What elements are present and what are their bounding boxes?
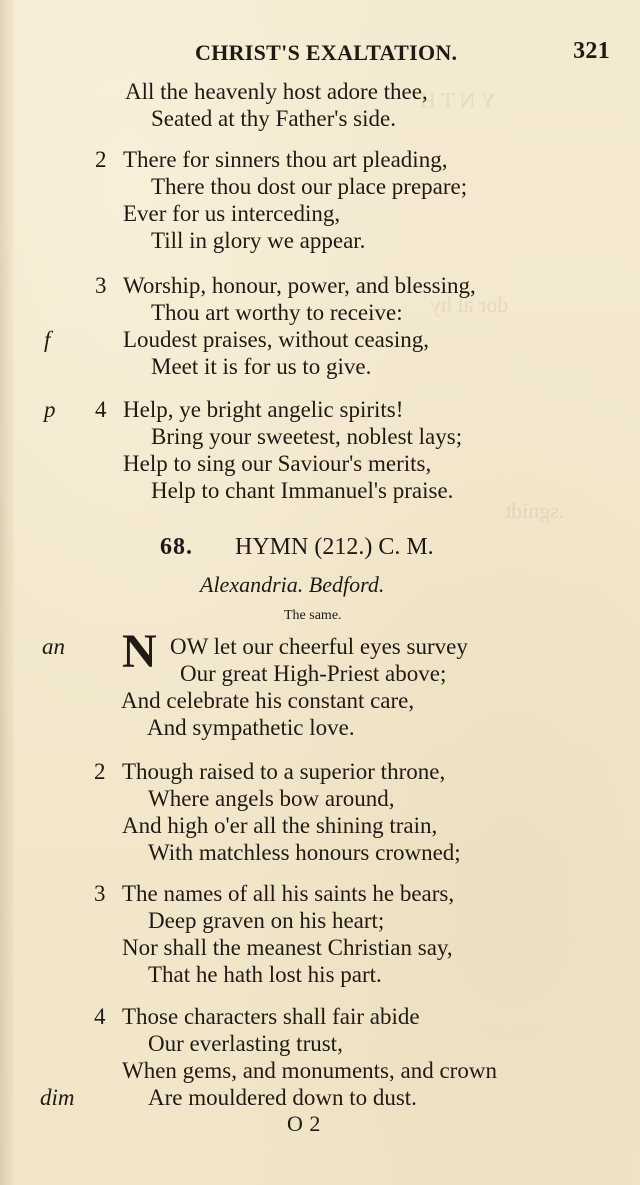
hymn-subject: The same. xyxy=(284,608,342,623)
verse-line: With matchless honours crowned; xyxy=(148,840,461,865)
show-through-decoration: .sgnidt xyxy=(505,498,565,523)
page-running-head: CHRIST'S EXALTATION. xyxy=(195,40,458,65)
verse-number: 3 xyxy=(94,881,106,906)
verse-line: Help, ye bright angelic spirits! xyxy=(123,397,404,422)
verse-line: Bring your sweetest, noblest lays; xyxy=(151,424,463,449)
verse-number: 4 xyxy=(94,1004,106,1029)
show-through-decoration: Y N T H xyxy=(420,88,496,113)
show-through-decoration: dor al hy xyxy=(430,292,509,317)
signature-mark: O 2 xyxy=(287,1111,321,1136)
verse-line: Our everlasting trust, xyxy=(148,1031,343,1056)
verse-line: Help to chant Immanuel's praise. xyxy=(151,478,454,503)
verse-line: When gems, and monuments, and crown xyxy=(122,1058,497,1083)
verse-number: 2 xyxy=(94,759,106,784)
verse-line: Nor shall the meanest Christian say, xyxy=(122,935,453,960)
verse-line: And high o'er all the shining train, xyxy=(122,813,438,838)
tune-names: Alexandria. Bedford. xyxy=(200,572,385,597)
verse-line: Loudest praises, without ceasing, xyxy=(123,327,429,352)
verse-line: Ever for us interceding, xyxy=(123,201,341,226)
verse-line: And celebrate his constant care, xyxy=(121,688,415,713)
verse-line: That he hath lost his part. xyxy=(148,962,382,987)
verse-number: 3 xyxy=(95,273,107,298)
verse-line: Our great High-Priest above; xyxy=(180,661,447,686)
verse-line: Help to sing our Saviour's merits, xyxy=(123,451,432,476)
marginal-diminuendo-mark: dim xyxy=(40,1085,75,1110)
verse-line: And sympathetic love. xyxy=(147,715,355,740)
verse-line: There thou dost our place prepare; xyxy=(151,174,468,199)
verse-number: 4 xyxy=(95,397,107,422)
verse-line: Meet it is for us to give. xyxy=(151,354,372,379)
marginal-forte-mark: f xyxy=(44,327,51,352)
verse-line: Are mouldered down to dust. xyxy=(148,1085,417,1110)
verse-line: Where angels bow around, xyxy=(148,786,395,811)
page-spine-shadow xyxy=(0,0,14,1185)
verse-line: Thou art worthy to receive: xyxy=(151,300,403,325)
hymn-heading: HYMN (212.) C. M. xyxy=(235,534,434,560)
opening-line: Seated at thy Father's side. xyxy=(151,106,396,131)
verse-line: Though raised to a superior throne, xyxy=(122,759,446,784)
page-number: 321 xyxy=(573,38,610,64)
verse-line: Worship, honour, power, and blessing, xyxy=(123,273,476,298)
drop-cap: N xyxy=(122,625,157,678)
verse-line: OW let our cheerful eyes survey xyxy=(170,634,468,659)
verse-line: Those characters shall fair abide xyxy=(122,1004,420,1029)
opening-line: All the heavenly host adore thee, xyxy=(125,79,428,104)
verse-number: 2 xyxy=(95,147,107,172)
hymn-number: 68. xyxy=(160,534,193,560)
verse-line: Deep graven on his heart; xyxy=(148,908,385,933)
verse-line: Till in glory we appear. xyxy=(151,228,366,253)
verse-line: There for sinners thou art pleading, xyxy=(123,147,448,172)
marginal-piano-mark: p xyxy=(44,397,56,422)
verse-line: The names of all his saints he bears, xyxy=(122,881,455,906)
marginal-andante-mark: an xyxy=(42,634,65,659)
